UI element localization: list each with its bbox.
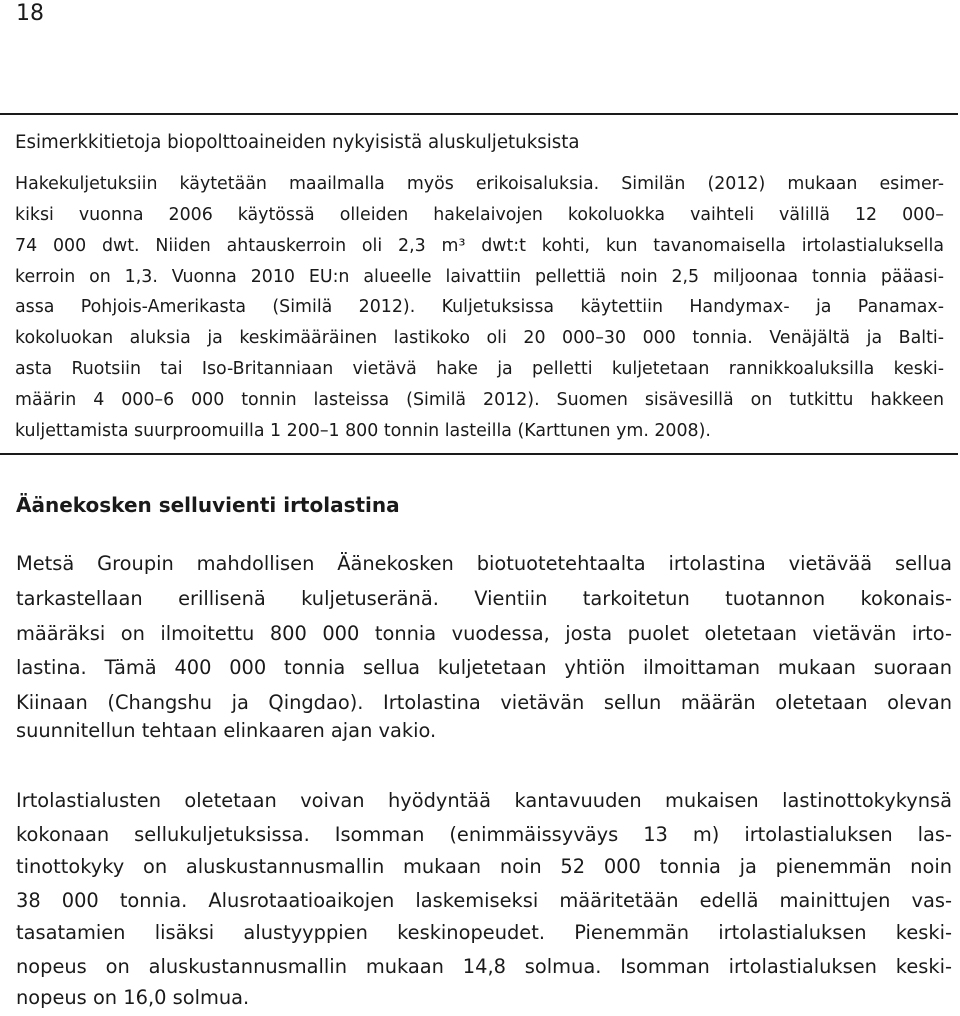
info-box: [0, 113, 958, 455]
page-number: 18: [16, 1, 44, 26]
paragraph-line: Irtolastialusten oletetaan voivan hyödyntää kantavuuden mukaisen lastinottokykynsä: [16, 789, 952, 812]
info-box-line: kiksi vuonna 2006 käytössä olleiden hakelaivojen kokoluokka vaihteli välillä 12 000–: [15, 205, 944, 225]
info-box-line: asta Ruotsiin tai Iso-Britanniaan vietävä hake ja pelletti kuljetetaan rannikkoaluksilla keski-: [15, 359, 944, 379]
paragraph-line: tasatamien lisäksi alustyyppien keskinopeudet. Pienemmän irtolastialuksen keski-: [16, 921, 952, 944]
paragraph-line: kokonaan sellukuljetuksissa. Isomman (enimmäissyväys 13 m) irtolastialuksen las-: [16, 823, 952, 846]
paragraph-line: nopeus on 16,0 solmua.: [16, 986, 250, 1009]
paragraph-line: määräksi on ilmoitettu 800 000 tonnia vuodessa, josta puolet oletetaan vietävän irto-: [16, 622, 952, 645]
info-box-line: kokoluokan aluksia ja keskimääräinen lastikoko oli 20 000–30 000 tonnia. Venäjältä ja Balti-: [15, 328, 944, 348]
info-box-line: kuljettamista suurproomuilla 1 200–1 800 tonnin lasteilla (Karttunen ym. 2008).: [15, 421, 711, 441]
paragraph-line: tarkastellaan erillisenä kuljetuseränä. Vientiin tarkoitetun tuotannon kokonais-: [16, 587, 952, 610]
info-box-line: assa Pohjois-Amerikasta (Similä 2012). Kuljetuksissa käytettiin Handymax- ja Panamax-: [15, 297, 944, 317]
info-box-line: kerroin on 1,3. Vuonna 2010 EU:n alueelle laivattiin pellettiä noin 2,5 miljoonaa tonnia pääasi-: [15, 267, 944, 287]
paragraph-line: lastina. Tämä 400 000 tonnia sellua kuljetetaan yhtiön ilmoittaman mukaan suoraan: [16, 656, 952, 679]
paragraph-line: nopeus on aluskustannusmallin mukaan 14,8 solmua. Isomman irtolastialuksen keski-: [16, 955, 952, 978]
paragraph-line: suunnitellun tehtaan elinkaaren ajan vakio.: [16, 719, 437, 742]
paragraph-line: tinottokyky on aluskustannusmallin mukaan noin 52 000 tonnia ja pienemmän noin: [16, 855, 952, 878]
info-box-line: 74 000 dwt. Niiden ahtauskerroin oli 2,3 m³ dwt:t kohti, kun tavanomaisella irtolastialuksella: [15, 236, 944, 256]
paragraph-line: 38 000 tonnia. Alusrotaatioaikojen laskemiseksi määritetään edellä mainittujen vas-: [16, 889, 952, 912]
info-box-line: Hakekuljetuksiin käytetään maailmalla myös erikoisaluksia. Similän (2012) mukaan esimer-: [15, 174, 944, 194]
paragraph-line: Kiinaan (Changshu ja Qingdao). Irtolastina vietävän sellun määrän oletetaan olevan: [16, 691, 952, 714]
info-box-title: Esimerkkitietoja biopolttoaineiden nykyisistä aluskuljetuksista: [15, 132, 580, 153]
section-heading: Äänekosken selluvienti irtolastina: [16, 493, 400, 517]
paragraph-line: Metsä Groupin mahdollisen Äänekosken biotuotetehtaalta irtolastina vietävää sellua: [16, 552, 952, 575]
info-box-line: määrin 4 000–6 000 tonnin lasteissa (Similä 2012). Suomen sisävesillä on tutkittu hakkeen: [15, 390, 944, 410]
